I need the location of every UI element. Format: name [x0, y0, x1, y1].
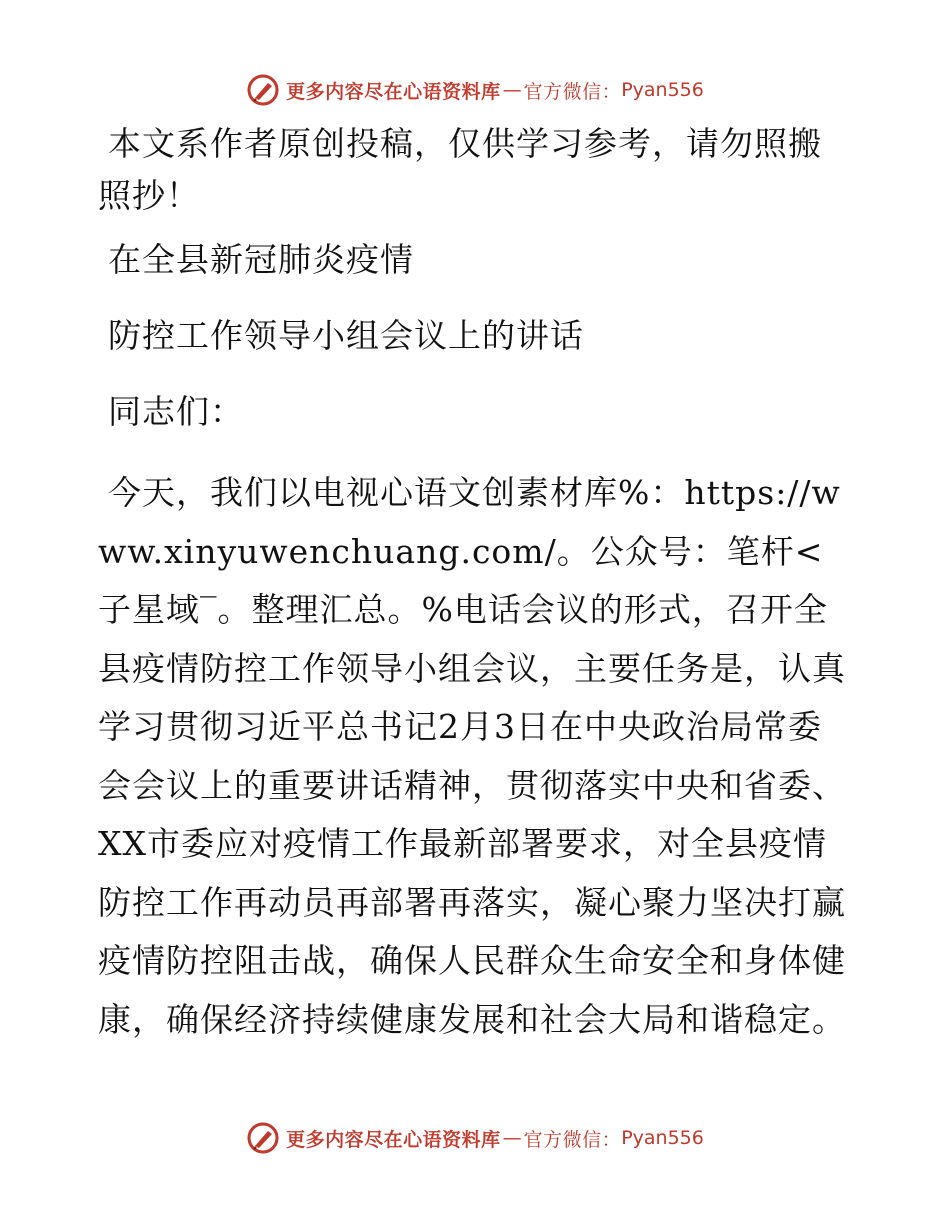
body-paragraph-1: 今天，我们以电视心语文创素材库%：https://www.xinyuwenchuang.com/。公众号：笔杆<子星域‾。整理汇总。%电话会议的形式，召开全县疫情防控工作领导小组会议，主要任务是，认真学习贯彻习近平总书记2月3日在中央政治局常委会会议上的重要讲话精神，贯彻落实中央和省委、XX市委应对疫情工作最新部署要求，对全县疫情防控工作再动员再部署再落实，凝心聚力坚决打赢疫情防控阻击战，确保人民群众生命安全和身体健康，确保经济持续健康发展和社会大局和谐稳定。	[98, 473, 846, 1039]
banner-sub-text: 官方微信：	[523, 80, 622, 103]
banner-dash: —	[502, 79, 522, 101]
pen-circle-logo-icon	[246, 1121, 280, 1155]
banner-dash: —	[502, 1127, 522, 1149]
banner-wechat-id: Pyan556	[621, 79, 704, 101]
banner-sub-text: 官方微信：	[523, 1128, 622, 1151]
banner-main-text: 更多内容尽在心语资料库	[286, 1128, 501, 1151]
header-watermark-banner	[0, 70, 950, 110]
greeting: 同志们：	[108, 392, 244, 431]
intro-notice: 本文系作者原创投稿，仅供学习参考，请勿照搬照抄！	[98, 124, 822, 215]
document-body	[98, 118, 854, 1049]
speech-title-line2: 防控工作领导小组会议上的讲话	[108, 316, 584, 355]
footer-watermark-banner	[0, 1118, 950, 1158]
banner-main-text: 更多内容尽在心语资料库	[286, 80, 501, 103]
banner-wechat-id: Pyan556	[621, 1127, 704, 1149]
pen-circle-logo-icon	[246, 73, 280, 107]
speech-title-line1: 在全县新冠肺炎疫情	[108, 240, 414, 279]
